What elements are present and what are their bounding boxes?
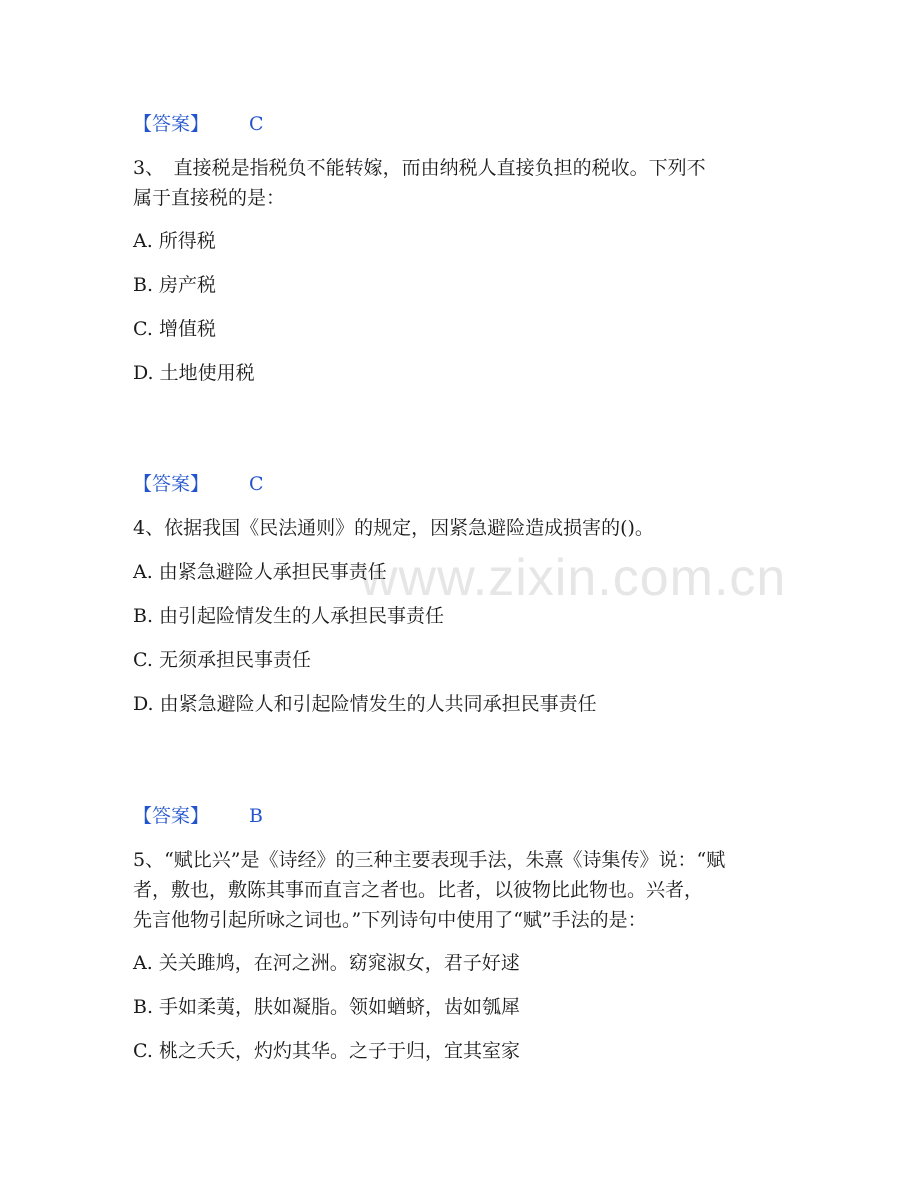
question-3-line-1: 3、 直接税是指税负不能转嫁，而由纳税人直接负担的税收。下列不 — [133, 157, 706, 179]
option-3c: C. 增值税 — [133, 318, 216, 340]
answer-label: 【答案】 — [133, 805, 210, 827]
answer-label: 【答案】 — [133, 113, 210, 135]
option-4c: C. 无须承担民事责任 — [133, 649, 311, 671]
option-4a: A. 由紧急避险人承担民事责任 — [133, 561, 387, 583]
question-5-line-1: 5、“赋比兴”是《诗经》的三种主要表现手法，朱熹《诗集传》说：“赋 — [133, 849, 726, 871]
option-5a: A. 关关雎鸠，在河之洲。窈窕淑女，君子好逑 — [133, 952, 520, 974]
answer-value: B — [249, 805, 263, 827]
answer-value: C — [249, 113, 264, 135]
answer-line — [133, 805, 263, 827]
option-4d: D. 由紧急避险人和引起险情发生的人共同承担民事责任 — [133, 693, 597, 715]
watermark: www.zixin.com.cn — [360, 549, 787, 607]
option-3a: A. 所得税 — [133, 230, 216, 252]
answer-value: C — [249, 473, 264, 495]
option-3d: D. 土地使用税 — [133, 362, 255, 384]
option-5b: B. 手如柔荑，肤如凝脂。领如蝤蛴，齿如瓠犀 — [133, 996, 521, 1018]
question-5-line-3: 先言他物引起所咏之词也。”下列诗句中使用了“赋”手法的是： — [133, 909, 647, 931]
answer-label: 【答案】 — [133, 473, 210, 495]
question-5-line-2: 者，敷也，敷陈其事而直言之者也。比者，以彼物比此物也。兴者， — [133, 879, 704, 901]
question-3-line-2: 属于直接税的是： — [133, 187, 286, 209]
answer-line — [133, 473, 264, 495]
option-5c: C. 桃之夭夭，灼灼其华。之子于归，宜其室家 — [133, 1040, 520, 1062]
question-4-line-1: 4、依据我国《民法通则》的规定，因紧急避险造成损害的()。 — [133, 517, 654, 539]
option-4b: B. 由引起险情发生的人承担民事责任 — [133, 605, 445, 627]
option-3b: B. 房产税 — [133, 274, 217, 296]
answer-line — [133, 113, 264, 135]
